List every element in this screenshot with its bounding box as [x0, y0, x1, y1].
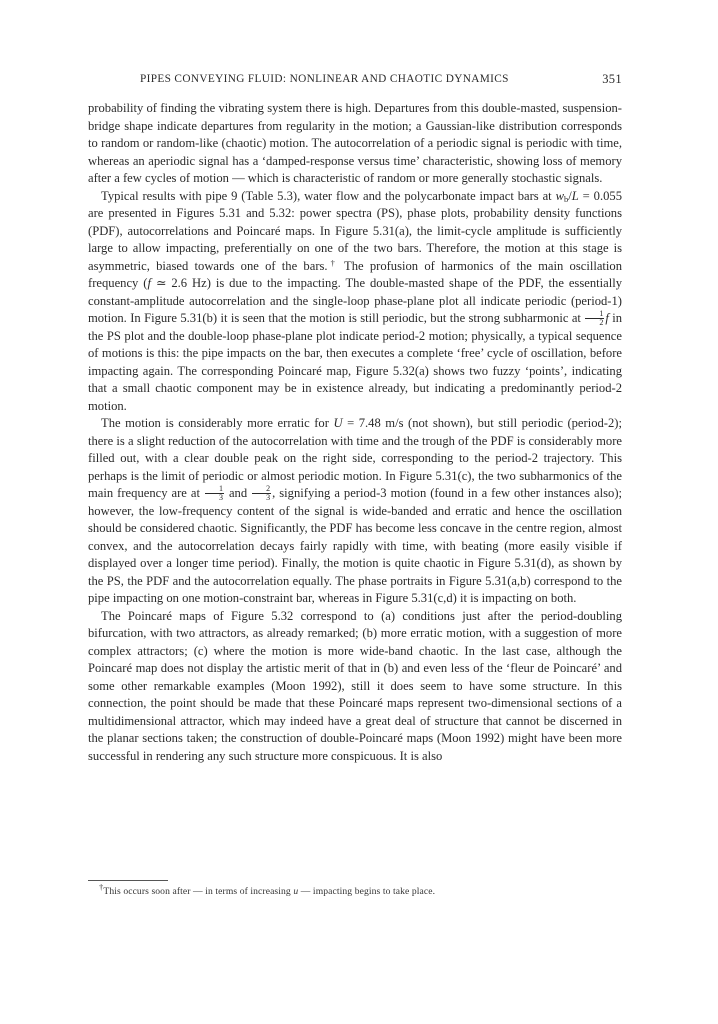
footnote-dagger: † [327, 257, 338, 268]
paragraph-2: Typical results with pipe 9 (Table 5.3), water flow and the polycarbonate impact bars at $w_b/L = 0.055$ are presented in Figures 5.31 and 5.32: power spectra (PS), phase plots, probability density functions (PDF), autocorrelations and Poincaré maps. In Figure 5.31(a), the limit-cycle amplitude is sufficiently large to allow impacting, preferentially on one of the two bars. Therefore, the motion at this stage is asymmetric, biased towards one of the bars.† The profusion of harmonics of the main oscillation frequency (f ≃ 2.6 Hz) is due to the impacting. The double-masted shape of the PDF, the essentially constant-amplitude autocorrelation and the single-loop phase-plane plot all indicate periodic (period-1) motion. In Figure 5.31(b) it is seen that the motion is still periodic, but the strong subharmonic at $\frac{1}{2}$ f in the PS plot and the double-loop phase-plane plot indicate period-2 motion; physically, a typical sequence of motions is this: the pipe impacts on the bar, then executes a complete ‘free’ cycle of oscillation, before impacting again. The corresponding Poincaré map, Figure 5.32(a) shows two fuzzy ‘points’, indicating that a small chaotic component may be in existence already, but indicating a predominantly period-2 motion. [88, 188, 623, 413]
fraction-one-third: $\frac{1}{3}$ [205, 485, 224, 502]
body-text [88, 100, 622, 765]
footnote: †This occurs soon after — in terms of increasing u — impacting begins to take place. [99, 882, 436, 897]
paragraph-1: probability of finding the vibrating system there is high. Departures from this double-masted, suspension-bridge shape indicate departures from regularity in the motion; a Gaussian-like distribution corresponds to random or random-like (chaotic) motion. The autocorrelation of a periodic signal is periodic with time, whereas an aperiodic signal has a ‘damped-response versus time’ characteristic, showing loss of memory after a few cycles of motion — which is characteristic of random or more generally stochastic signals. [88, 101, 622, 185]
fraction-one-half: $\frac{1}{2}$ [585, 310, 604, 327]
footnote-rule [88, 880, 168, 881]
running-title: PIPES CONVEYING FLUID: NONLINEAR AND CHAOTIC DYNAMICS [140, 73, 509, 85]
fraction-two-thirds: $\frac{2}{3}$ [252, 485, 271, 502]
paragraph-4: The Poincaré maps of Figure 5.32 correspond to (a) conditions just after the period-doubling bifurcation, with two attractors, as already remarked; (b) more erratic motion, with a suggestion of more complex attractors; (c) where the motion is more wide-band chaotic. In the last case, although the Poincaré map does not display the artistic merit of that in (b) and even less of the ‘fleur de Poincaré’ and some other remarkable examples (Moon 1992), still it does seem to have some structure. In this connection, the point should be made that these Poincaré maps represent two-dimensional sections of a multidimensional attractor, which may indeed have a great deal of structure that cannot be discerned in the planar sections taken; the construction of double-Poincaré maps (Moon 1992) might have been more successful in rendering any such structure more conspicuous. It is also [88, 608, 622, 763]
page-number: 351 [602, 72, 622, 86]
footnote-marker: † [99, 882, 104, 892]
paragraph-3: The motion is considerably more erratic for U = 7.48 m/s (not shown), but still periodic (period-2); there is a slight reduction of the autocorrelation with time and the trough of the PDF is considerably more filled out, with a clear double peak on the right side, corresponding to the period-2 trajectory. This perhaps is the limit of periodic or almost periodic motion. In Figure 5.31(c), the two subharmonics of the main frequency are at $\frac{1}{3}$ and $\frac{2}{3}$ , signifying a period-3 motion (found in a few other instances also); however, the low-frequency content of the signal is wide-banded and erratic and hence the oscillation should be considered chaotic. Significantly, the PDF has become less concave in the centre region, almost convex, and the autocorrelation decays fairly rapidly with time, with beating (more easily visible if displayed over a longer time period). Finally, the motion is quite chaotic in Figure 5.31(d), as shown by the PS, the PDF and the autocorrelation equally. The phase portraits in Figure 5.31(a,b) correspond to the pipe impacting on one motion-constraint bar, whereas in Figure 5.31(c,d) it is impacting on both. [88, 416, 623, 606]
